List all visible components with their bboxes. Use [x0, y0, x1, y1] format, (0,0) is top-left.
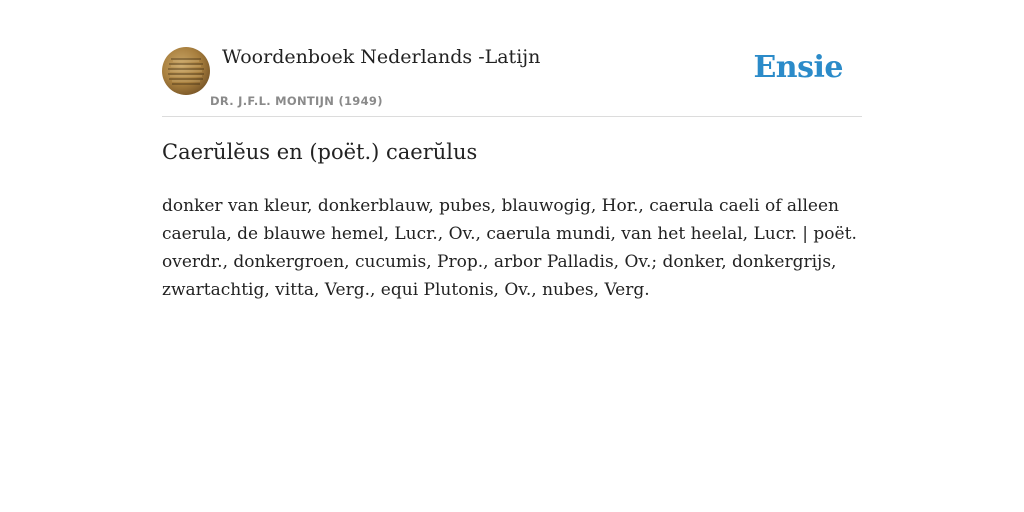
- dictionary-title: Woordenboek Nederlands -Latijn: [222, 46, 541, 68]
- coin-inscription-logo-icon[interactable]: [162, 47, 210, 95]
- entry-definition: donker van kleur, donkerblauw, pubes, blauwogig, Hor., caerula caeli of alleen caerula, de blauwe hemel, Lucr., Ov., caerula mundi, van het heelal, Lucr. | poët. overdr., donkergroen, cucumis, Prop., arbor Palladis, Ov.; donker, donkergrijs, zwartachtig, vitta, Verg., equi Plutonis, Ov., nubes, Verg.: [162, 196, 857, 300]
- page: [162, 0, 862, 300]
- entry-headword: Caerŭlĕus en (poët.) caerŭlus: [162, 140, 478, 164]
- dictionary-header: [162, 0, 862, 117]
- dictionary-author: DR. J.F.L. MONTIJN (1949): [210, 94, 383, 108]
- ensie-brand-link[interactable]: Ensie: [753, 50, 843, 85]
